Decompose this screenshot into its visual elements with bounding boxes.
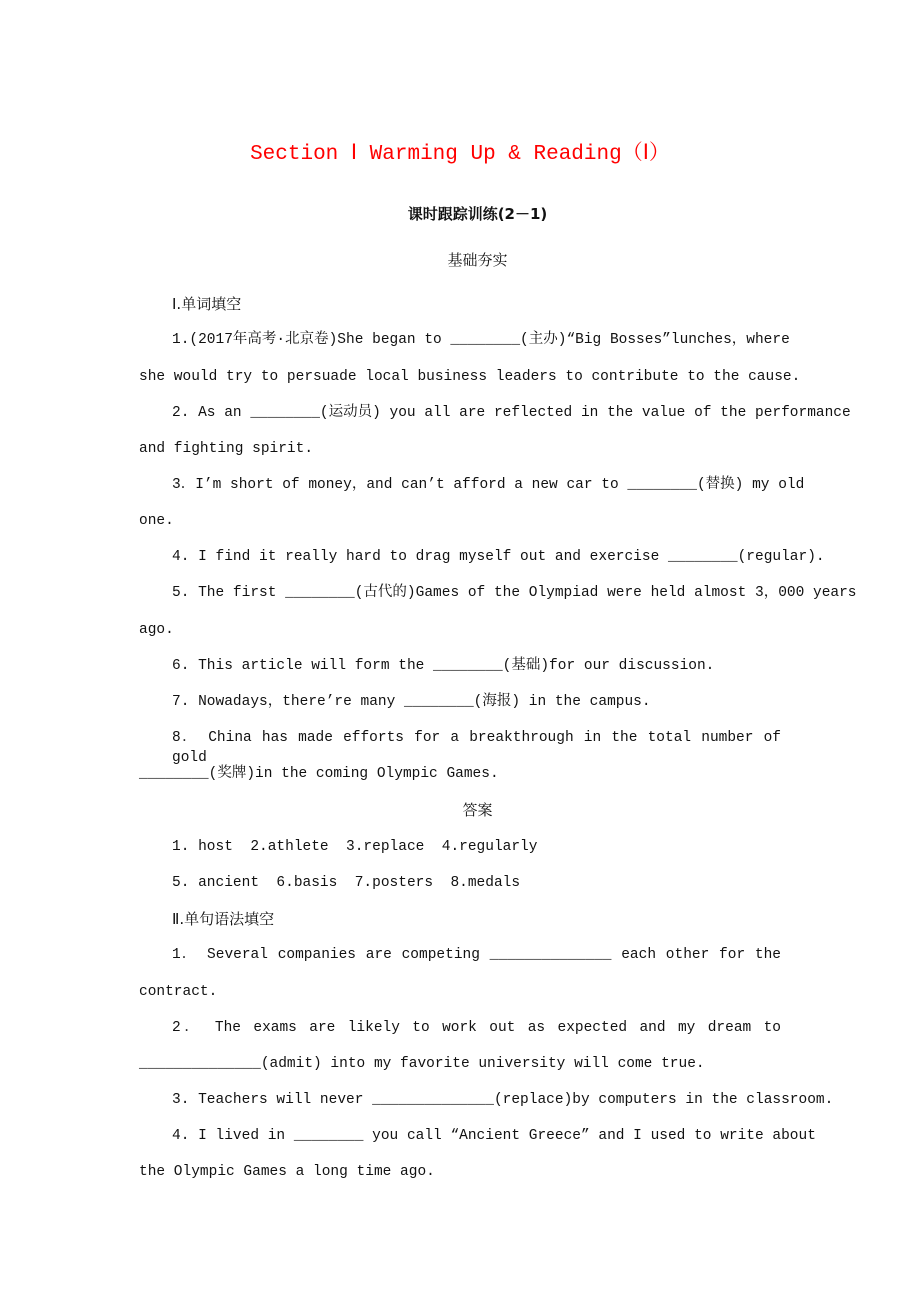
question-line: she would try to persuade local business leaders to contribute to the cause. <box>139 369 801 385</box>
question-line: 8． China has made efforts for a breakthrough in the total number of gold <box>172 730 781 766</box>
question-line: ________(奖牌)in the coming Olympic Games. <box>139 766 499 782</box>
question-line: 3. Teachers will never ______________(replace)by computers in the classroom. <box>172 1092 834 1108</box>
document-title: Section Ⅰ Warming Up & Reading（Ⅰ） <box>250 143 670 166</box>
question-line: 4. I find it really hard to drag myself out and exercise ________(regular). <box>172 549 825 565</box>
question-line: 2. As an ________(运动员) you all are reflected in the value of the performance <box>172 405 851 421</box>
question-line: one. <box>139 513 174 529</box>
answer-line: 1. host 2.athlete 3.replace 4.regularly <box>172 839 538 855</box>
section-label: 基础夯实 <box>447 251 508 269</box>
question-line: 2． The exams are likely to work out as expected and my dream to <box>172 1020 781 1036</box>
question-line: 5. The first ________(古代的)Games of the Olympiad were held almost 3，000 years <box>172 585 857 601</box>
question-line: 4. I lived in ________ you call “Ancient Greece” and I used to write about <box>172 1128 816 1144</box>
answer-heading: 答案 <box>462 801 493 819</box>
subtitle: 课时跟踪训练(2－1) <box>407 205 548 223</box>
question-line: ago. <box>139 622 174 638</box>
question-line: ______________(admit) into my favorite university will come true. <box>139 1056 705 1072</box>
question-line: 6. This article will form the ________(基础)for our discussion. <box>172 658 715 674</box>
question-line: 3．I’m short of money，and can’t afford a new car to ________(替换) my old <box>172 477 805 493</box>
question-line: 1． Several companies are competing ______________ each other for the <box>172 947 781 963</box>
part1-heading: Ⅰ.单词填空 <box>172 295 242 313</box>
part2-heading: Ⅱ.单句语法填空 <box>172 910 275 928</box>
question-line: contract. <box>139 984 218 1000</box>
question-line: 1.(2017年高考·北京卷)She began to ________(主办)“Big Bosses”lunches，where <box>172 332 790 348</box>
question-line: the Olympic Games a long time ago. <box>139 1164 435 1180</box>
question-line: 7. Nowadays，there’re many ________(海报) in the campus. <box>172 694 651 710</box>
question-line: and fighting spirit. <box>139 441 314 457</box>
answer-line: 5. ancient 6.basis 7.posters 8.medals <box>172 875 521 891</box>
